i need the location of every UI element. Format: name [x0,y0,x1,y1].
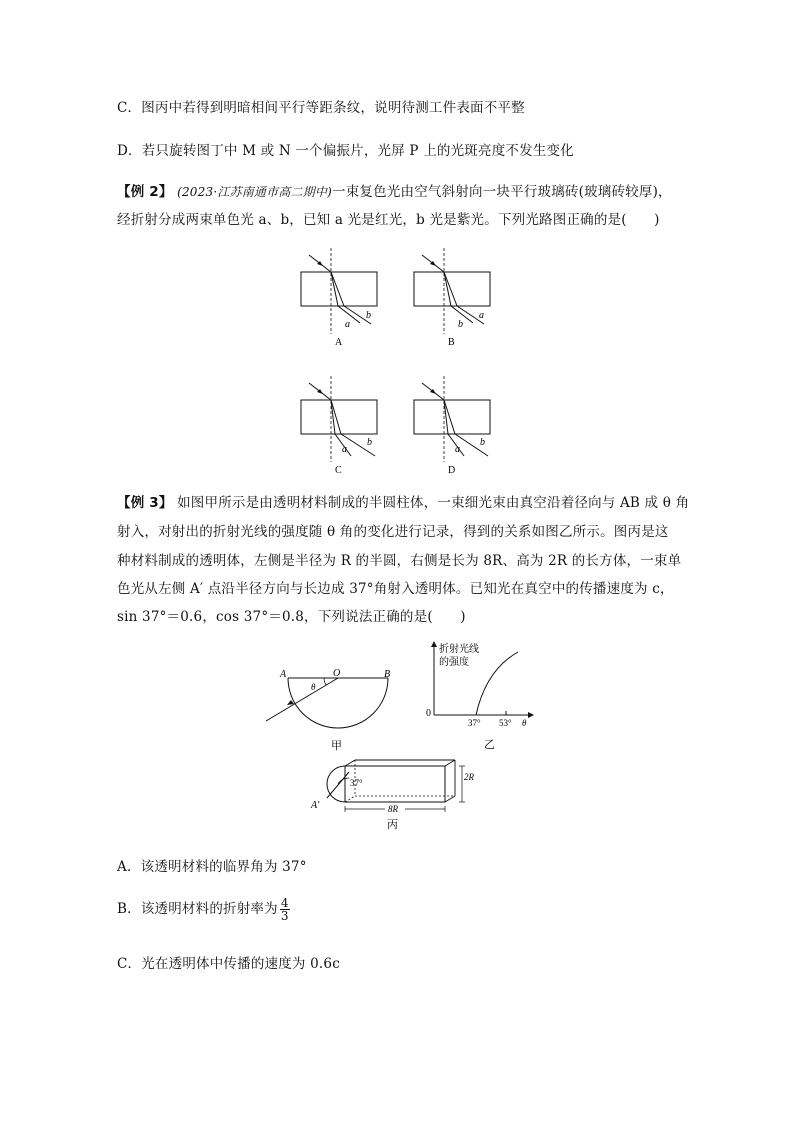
fig-bing-length: 8R [388,804,398,814]
fraction-numerator: 4 [280,896,289,910]
example3-option-a: A．该透明材料的临界角为 37° [117,859,307,875]
example3-tag: 【例 3】 [117,495,173,511]
example3-text1: 如图甲所示是由透明材料制成的半圆柱体，一束细光束由真空沿着径向与 AB 成 θ 角 [177,495,690,511]
diagram-c-label: C [335,465,342,476]
example3-line2: 射入，对射出的折射光线的强度随 θ 角的变化进行记录，得到的关系如图乙所示。图丙是这 [117,524,669,540]
ray-diagram-d [408,376,508,476]
fig-yi-tick-53: 53° [499,718,512,728]
fig-bing-caption: 丙 [387,819,398,831]
diagram-a-ray2-label: b [366,310,371,321]
figure-bing-transparent-body [305,758,475,838]
fig-yi-ylabel-2: 的强度 [439,657,469,668]
fig-yi-tick-37: 37° [468,718,481,728]
option-c-previous: C．图丙中若得到明暗相间平行等距条纹，说明待测工件表面不平整 [117,100,525,116]
example3-option-c: C．光在透明体中传播的速度为 0.6c [117,956,340,972]
diagram-c-ray1-label: a [342,444,347,455]
fig-yi-caption: 乙 [484,739,495,751]
diagram-d-ray2-label: b [480,437,485,448]
figure-yi-intensity-graph [424,640,544,752]
fig-jia-theta: θ [311,682,316,692]
example2-line2: 经折射分成两束单色光 a、b，已知 a 光是红光，b 光是紫光。下列光路图正确的是( ) [117,212,660,228]
fig-yi-ylabel-1: 折射光线 [439,644,479,655]
fig-jia-label-b: B [384,669,391,680]
diagram-b-ray2-label: a [479,310,484,321]
figure-jia-half-cylinder [258,666,398,756]
fig-yi-origin: 0 [426,708,431,719]
refractive-index-fraction [280,897,290,922]
diagram-d-ray1-label: a [455,444,460,455]
example3-line1 [117,491,689,511]
example2-source: (2023·江苏南通市高二期中) [177,185,333,199]
option-b-prefix: B．该透明材料的折射率为 [117,901,278,917]
fig-bing-point: A′ [311,800,320,811]
diagram-b-ray1-label: b [458,319,463,330]
example2-text1: 一束复色光由空气斜射向一块平行玻璃砖(玻璃砖较厚)， [332,184,672,200]
example3-option-b [117,897,290,922]
fig-jia-label-a: A [280,669,287,680]
diagram-c-ray2-label: b [367,437,372,448]
diagram-a-ray1-label: a [345,319,350,330]
fig-jia-label-o: O [333,668,341,679]
ray-diagram-a [295,248,395,348]
example2-tag: 【例 2】 [117,184,173,200]
fraction-denominator: 3 [280,909,289,923]
example3-line5: sin 37°＝0.6，cos 37°＝0.8，下列说法正确的是( ) [117,609,466,625]
fig-bing-height: 2R [464,772,474,782]
diagram-d-label: D [448,465,456,476]
example2-line1 [117,180,672,200]
ray-diagram-b [408,248,508,348]
fig-bing-angle: 37° [350,778,363,788]
fig-jia-caption: 甲 [331,740,342,752]
diagram-b-label: B [448,337,455,348]
diagram-a-label: A [335,337,343,348]
ray-diagram-c [295,376,395,476]
example3-line4: 色光从左侧 A′ 点沿半径方向与长边成 37°角射入透明体。已知光在真空中的传播速度为 c， [117,581,674,597]
option-d-previous: D．若只旋转图丁中 M 或 N 一个偏振片，光屏 P 上的光斑亮度不发生变化 [117,143,574,159]
example3-line3: 种材料制成的透明体，左侧是半径为 R 的半圆，右侧是长为 8R、高为 2R 的长方体，一束单 [117,553,682,569]
fig-yi-xvar: θ [522,718,527,728]
